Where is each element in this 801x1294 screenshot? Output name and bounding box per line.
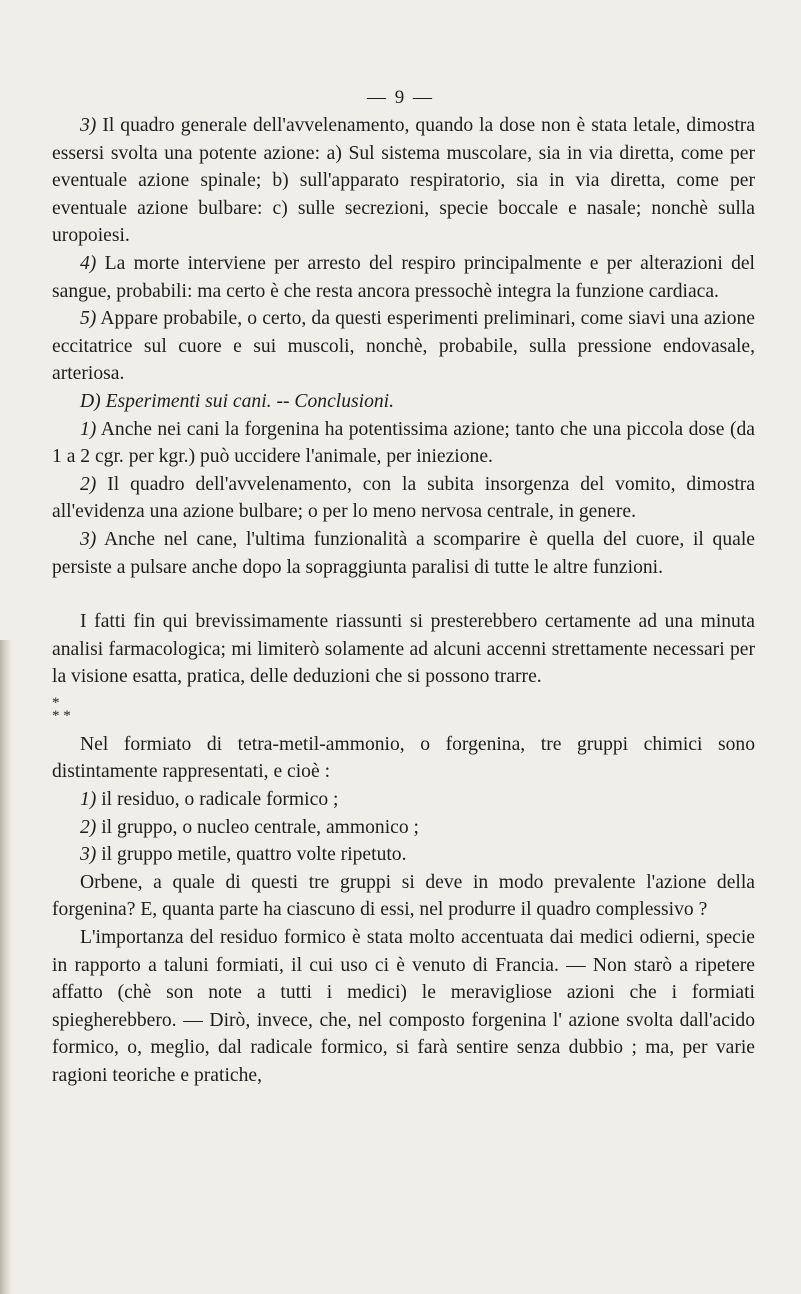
dog-paragraph-3: 3) Anche nel cane, l'ultima funzionalità a scomparire è quella del cuore, il quale persiste a pulsare anche dopo la sopraggiunta paralisi di tutte le altre funzioni. [52, 528, 755, 578]
paragraph-3: 3) Il quadro generale dell'avvelenamento, quando la dose non è stata letale, dimostra essersi svolta una potente azione: a) Sul sistema muscolare, sia in via diretta, come per eventuale azione spinale; b) sull'apparato respiratorio, sia in via diretta, come per eventuale azione bulbare: c) sulle secrezioni, specie boccale e nasale; nonchè sulla uropoiesi. [52, 115, 755, 247]
formic-residue-paragraph: L'importanza del residuo formico è stata molto accentuata dai medici odierni, specie in rapporto a taluni formiati, il cui uso ci è venuto di Francia. — Non starò a ripetere affatto (chè son note a tutti i medici) le meravigliose azioni che i formiati spiegherebbero. — Dirò, invece, che, nel composto forgenina l' azione svolta dall'acido formico, o, meglio, dal radicale formico, si farà sentire senza dubbio ; ma, per varie ragioni teoriche e pratiche, [52, 927, 755, 1086]
paragraph-5: 5) Appare probabile, o certo, da questi esperimenti preliminari, come siavi una azione eccitatrice sul cuore e sui muscoli, nonchè, probabile, sulla pressione endovasale, arteriosa. [52, 308, 755, 385]
page-number: — 9 — [367, 87, 434, 108]
group-item-3: 3) il gruppo metile, quattro volte ripetuto. [80, 844, 407, 866]
body-text [52, 112, 755, 1090]
group-item-2: 2) il gruppo, o nucleo centrale, ammonico ; [80, 816, 419, 838]
paragraph-4: 4) La morte interviene per arresto del respiro principalmente e per alterazioni del sangue, probabili: ma certo è che resta ancora pressochè integra la funzione cardiaca. [52, 252, 756, 302]
section-divider-stars: * * * [52, 694, 71, 724]
question-paragraph: Orbene, a quale di questi tre gruppi si deve in modo prevalente l'azione della forgenina? E, quanta parte ha ciascuno di essi, nel produrre il quadro complessivo ? [52, 871, 755, 921]
dog-paragraph-1: 1) Anche nei cani la forgenina ha potentissima azione; tanto che una piccola dose (da 1 a 2 cgr. per kgr.) può uccidere l'animale, per iniezione. [52, 418, 755, 468]
summary-paragraph: I fatti fin qui brevissimamente riassunti si presterebbero certamente ad una minuta analisi farmacologica; mi limiterò solamente ad alcuni accenni strettamente necessari per la visione esatta, pratica, delle deduzioni che si possono trarre. [52, 611, 755, 688]
section-heading-d: D) Esperimenti sui cani. -- Conclusioni. [80, 390, 395, 412]
group-item-1: 1) il residuo, o radicale formico ; [80, 789, 339, 811]
formiate-intro: Nel formiato di tetra-metil-ammonio, o forgenina, tre gruppi chimici sono distintamente rappresentati, e cioè : [52, 733, 755, 783]
dog-paragraph-2: 2) Il quadro dell'avvelenamento, con la subita insorgenza del vomito, dimostra all'evidenza una azione bulbare; o per lo meno nervosa centrale, in genere. [52, 473, 755, 523]
page-edge-shadow [0, 640, 12, 1294]
